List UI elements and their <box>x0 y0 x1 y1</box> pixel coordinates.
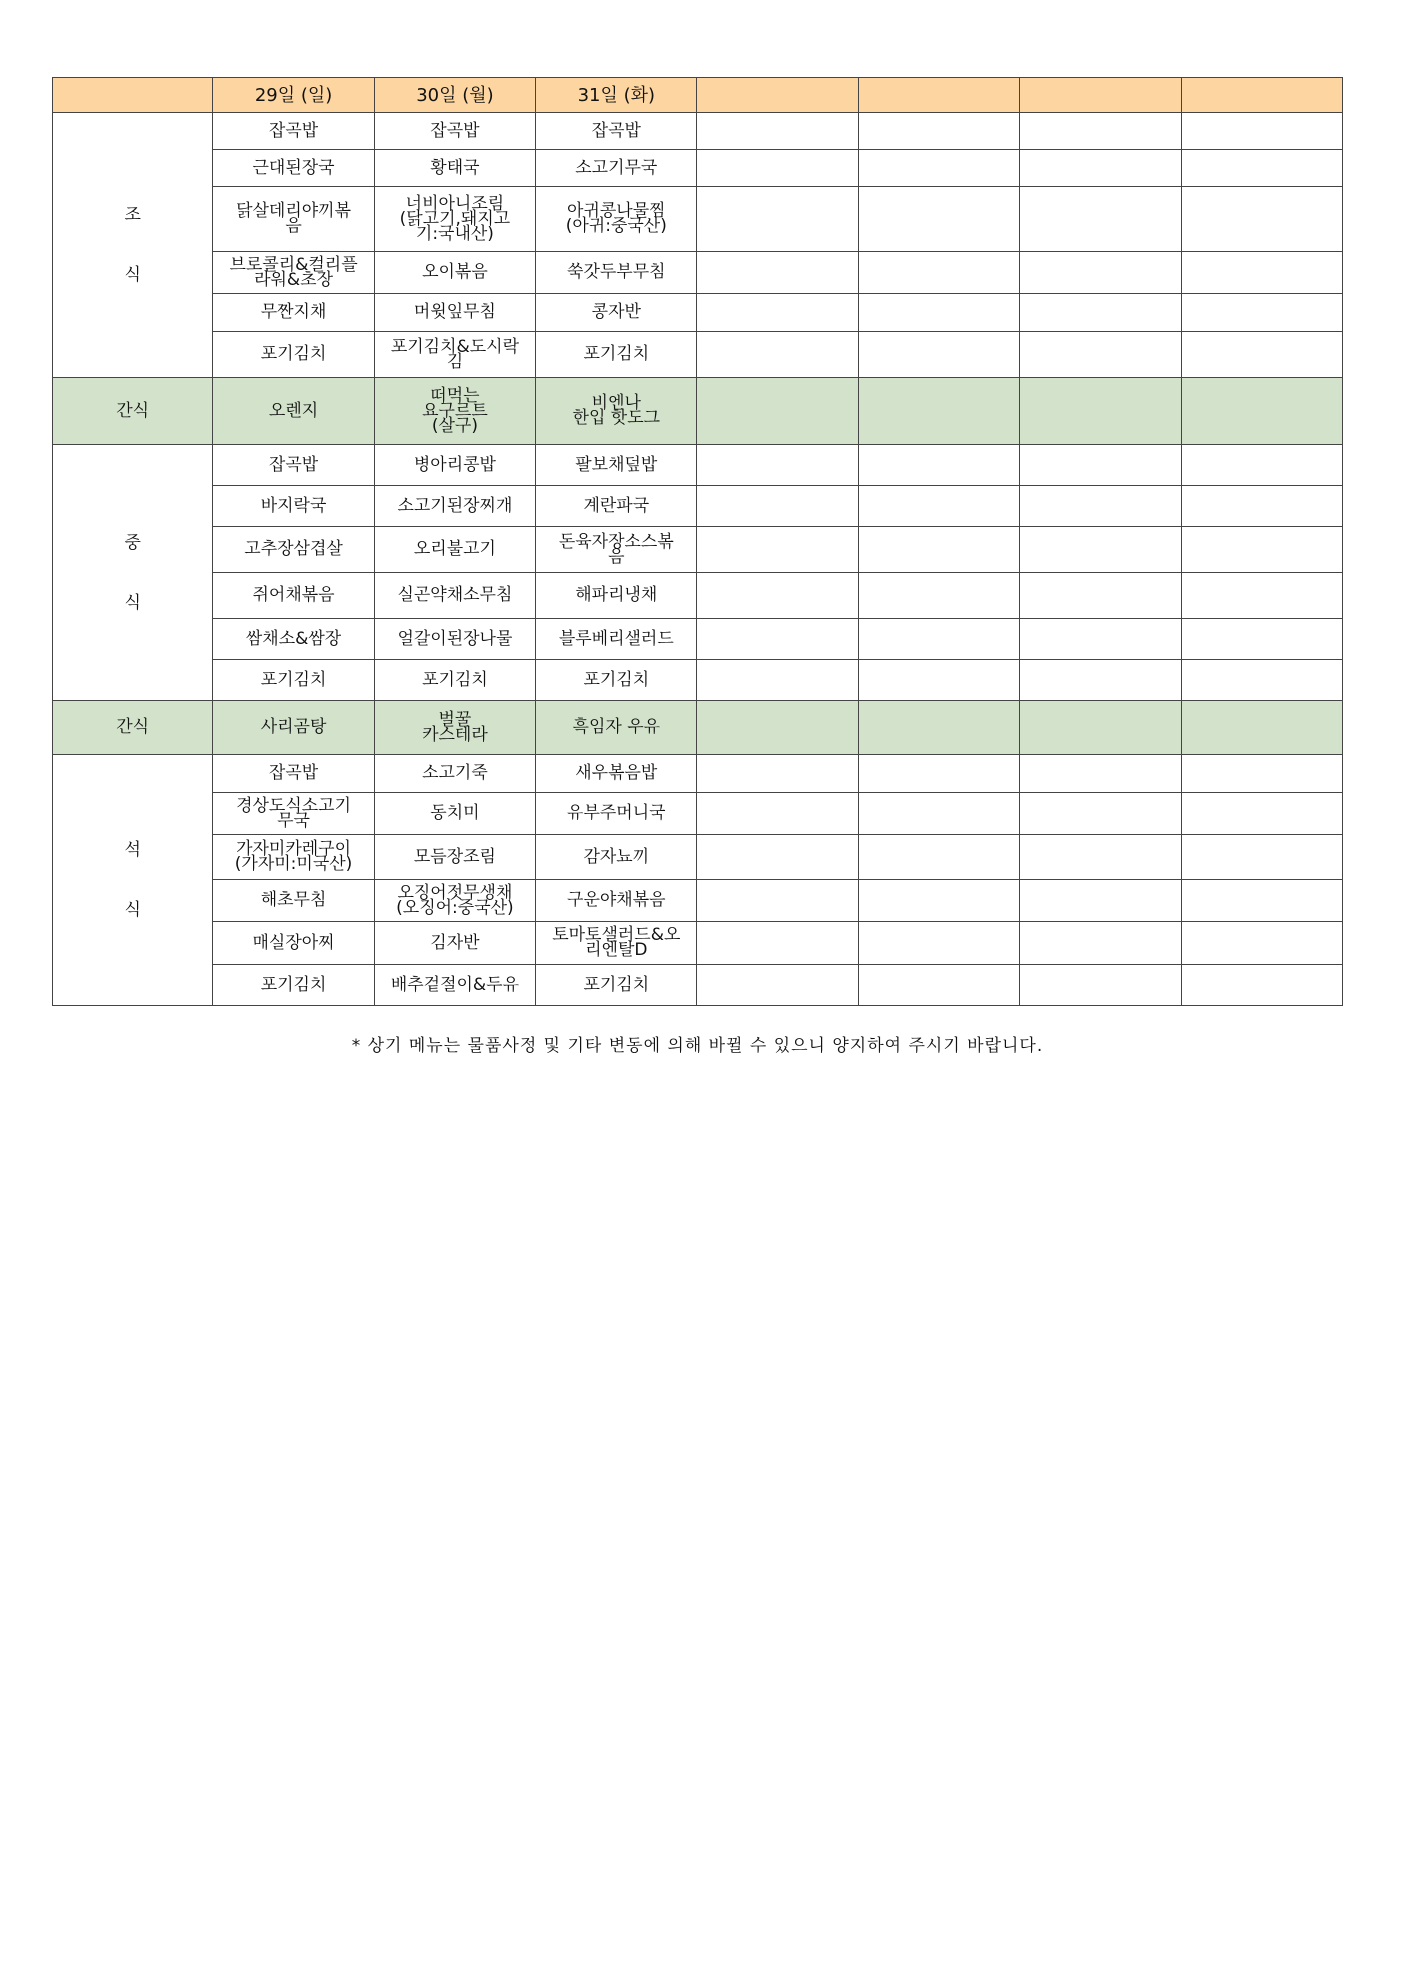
menu-cell: 잡곡밥 <box>374 113 535 150</box>
menu-cell: 해초무침 <box>213 880 374 922</box>
lunch-label-char: 식 <box>124 592 141 613</box>
lunch-row <box>53 660 1343 701</box>
menu-cell: 쑥갓두부무침 <box>536 252 697 294</box>
menu-cell: 포기김치 <box>536 332 697 378</box>
breakfast-row <box>53 294 1343 332</box>
dinner-row <box>53 922 1343 965</box>
menu-cell: 소고기된장찌개 <box>374 486 535 527</box>
menu-cell: 브로콜리&컬리플 라워&초장 <box>213 252 374 294</box>
menu-cell: 구운야채볶음 <box>536 880 697 922</box>
menu-cell: 무짠지채 <box>213 294 374 332</box>
menu-cell: 포기김치&도시락 김 <box>374 332 535 378</box>
menu-cell: 가자미카레구이 (가자미:미국산) <box>213 835 374 880</box>
menu-cell: 소고기무국 <box>536 150 697 187</box>
menu-cell: 모듬장조림 <box>374 835 535 880</box>
header-corner <box>53 78 213 113</box>
lunch-row <box>53 445 1343 486</box>
snack-label: 간식 <box>53 378 213 445</box>
menu-cell: 흑임자 우유 <box>536 701 697 755</box>
menu-cell: 유부주머니국 <box>536 793 697 835</box>
menu-cell: 오이볶음 <box>374 252 535 294</box>
menu-cell: 토마토샐러드&오 리엔탈D <box>536 922 697 965</box>
menu-cell: 비엔나 한입 핫도그 <box>536 378 697 445</box>
breakfast-row <box>53 187 1343 252</box>
header-day <box>697 78 858 113</box>
menu-cell: 떠먹는 요구르트 (살구) <box>374 378 535 445</box>
menu-cell: 쌈채소&쌈장 <box>213 619 374 660</box>
header-day <box>1181 78 1342 113</box>
dinner-row <box>53 755 1343 793</box>
menu-cell: 닭살데리야끼볶 음 <box>213 187 374 252</box>
header-row <box>53 78 1343 113</box>
menu-cell: 매실장아찌 <box>213 922 374 965</box>
meal-menu-table <box>52 77 1343 1006</box>
menu-cell: 오징어젓무생채 (오징어:중국산) <box>374 880 535 922</box>
menu-cell: 소고기죽 <box>374 755 535 793</box>
menu-cell: 고추장삼겹살 <box>213 527 374 573</box>
menu-cell: 포기김치 <box>213 660 374 701</box>
snack-label: 간식 <box>53 701 213 755</box>
menu-cell: 병아리콩밥 <box>374 445 535 486</box>
menu-cell: 쥐어채볶음 <box>213 573 374 619</box>
menu-cell: 잡곡밥 <box>213 113 374 150</box>
lunch-label <box>53 445 213 701</box>
header-day: 31일 (화) <box>536 78 697 113</box>
menu-cell: 포기김치 <box>536 660 697 701</box>
breakfast-label-char: 식 <box>124 265 141 285</box>
menu-cell: 벌꿀 카스테라 <box>374 701 535 755</box>
menu-change-notice: * 상기 메뉴는 물품사정 및 기타 변동에 의해 바뀔 수 있으니 양지하여 주시기 바랍니다. <box>351 1036 1044 1056</box>
menu-cell: 계란파국 <box>536 486 697 527</box>
menu-cell: 포기김치 <box>213 332 374 378</box>
menu-cell: 배추겉절이&두유 <box>374 965 535 1006</box>
menu-cell: 오리불고기 <box>374 527 535 573</box>
breakfast-label <box>53 113 213 378</box>
lunch-row <box>53 486 1343 527</box>
menu-cell: 해파리냉채 <box>536 573 697 619</box>
menu-cell: 머윗잎무침 <box>374 294 535 332</box>
menu-cell: 감자뇨끼 <box>536 835 697 880</box>
menu-cell: 포기김치 <box>213 965 374 1006</box>
dinner-label-char: 식 <box>124 900 141 920</box>
breakfast-label-char: 조 <box>124 205 141 225</box>
menu-cell: 바지락국 <box>213 486 374 527</box>
breakfast-row <box>53 332 1343 378</box>
lunch-label-char: 중 <box>124 532 141 553</box>
dinner-label <box>53 755 213 1006</box>
menu-cell: 사리곰탕 <box>213 701 374 755</box>
lunch-row <box>53 619 1343 660</box>
breakfast-row <box>53 252 1343 294</box>
dinner-row <box>53 835 1343 880</box>
menu-cell: 돈육자장소스볶 음 <box>536 527 697 573</box>
menu-cell: 아귀콩나물찜 (아귀:중국산) <box>536 187 697 252</box>
snack-row <box>53 378 1343 445</box>
menu-cell: 콩자반 <box>536 294 697 332</box>
dinner-row <box>53 880 1343 922</box>
lunch-row <box>53 527 1343 573</box>
menu-cell: 포기김치 <box>536 965 697 1006</box>
menu-cell: 잡곡밥 <box>213 445 374 486</box>
menu-cell: 동치미 <box>374 793 535 835</box>
header-day <box>858 78 1019 113</box>
menu-cell: 경상도식소고기 무국 <box>213 793 374 835</box>
breakfast-row <box>53 150 1343 187</box>
menu-cell: 실곤약채소무침 <box>374 573 535 619</box>
dinner-row <box>53 965 1343 1006</box>
menu-cell: 블루베리샐러드 <box>536 619 697 660</box>
dinner-label-char: 석 <box>124 840 141 860</box>
menu-cell: 잡곡밥 <box>536 113 697 150</box>
menu-cell: 얼갈이된장나물 <box>374 619 535 660</box>
header-day: 29일 (일) <box>213 78 374 113</box>
menu-cell: 오렌지 <box>213 378 374 445</box>
menu-cell: 너비아니조림 (닭고기,돼지고 기:국내산) <box>374 187 535 252</box>
menu-cell: 김자반 <box>374 922 535 965</box>
breakfast-row <box>53 113 1343 150</box>
menu-cell: 팔보채덮밥 <box>536 445 697 486</box>
lunch-row <box>53 573 1343 619</box>
menu-cell: 새우볶음밥 <box>536 755 697 793</box>
snack-row <box>53 701 1343 755</box>
dinner-row <box>53 793 1343 835</box>
menu-cell: 근대된장국 <box>213 150 374 187</box>
menu-cell: 황태국 <box>374 150 535 187</box>
header-day <box>1020 78 1181 113</box>
menu-cell: 잡곡밥 <box>213 755 374 793</box>
menu-cell: 포기김치 <box>374 660 535 701</box>
header-day: 30일 (월) <box>374 78 535 113</box>
